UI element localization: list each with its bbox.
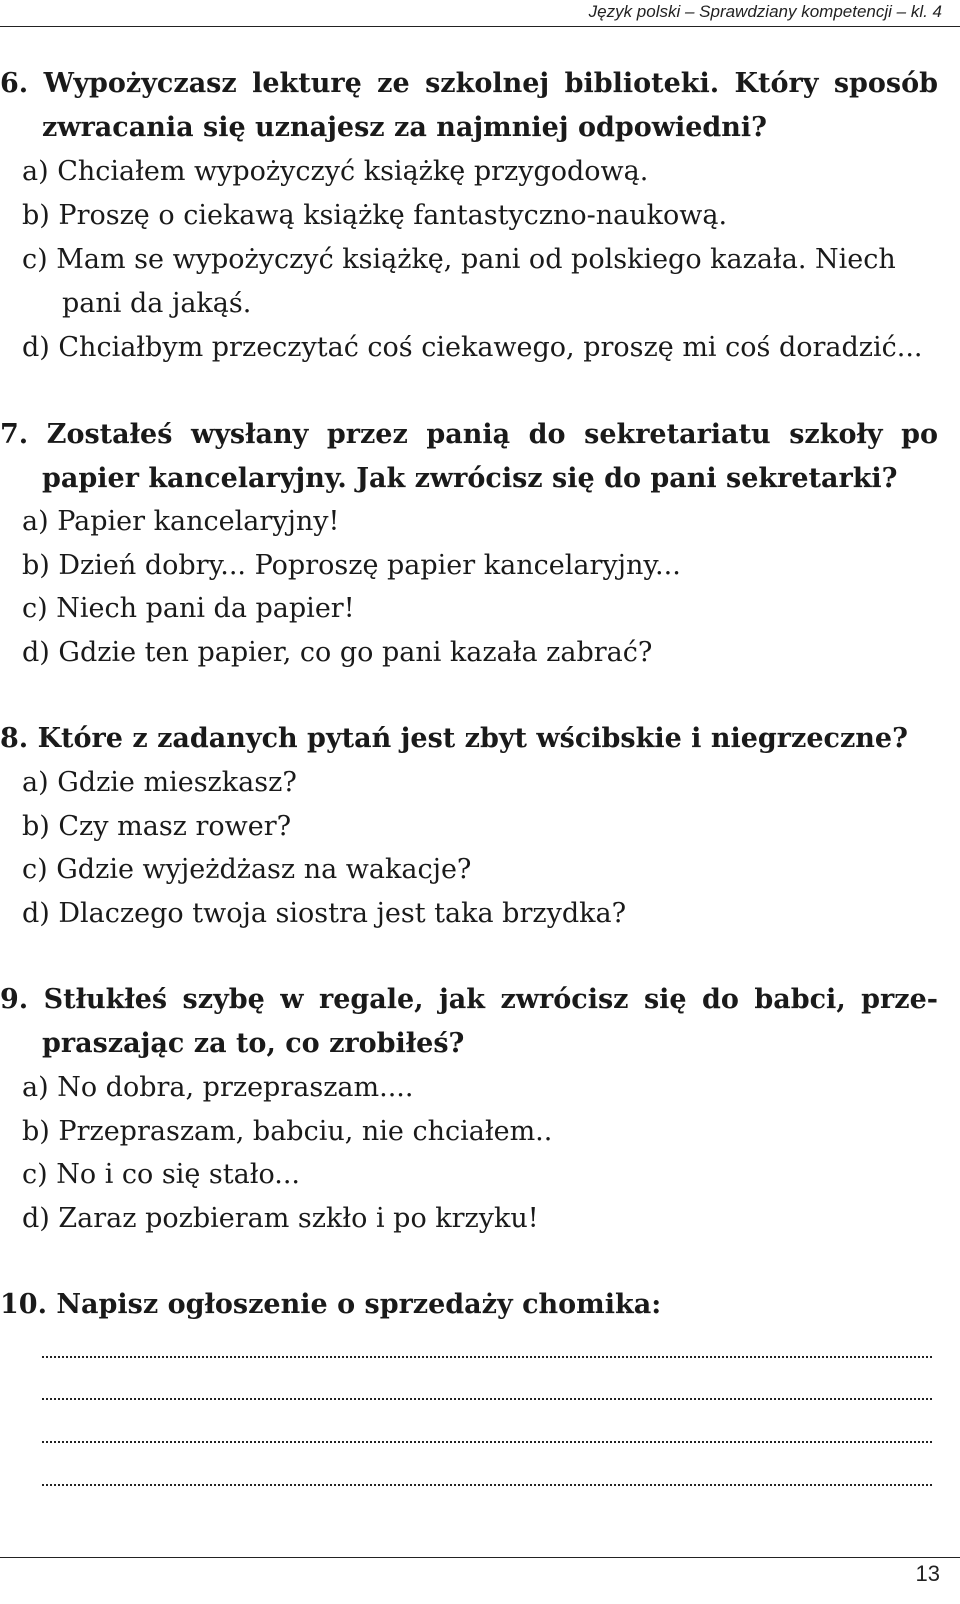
answer-option: a) Papier kancelaryjny!	[22, 506, 340, 537]
question-text: papier kancelaryjny. Jak zwrócisz się do pani sekretarki?	[42, 463, 898, 494]
answer-option: c) Gdzie wyjeżdżasz na wakacje?	[22, 854, 472, 885]
answer-option: a) Chciałem wypożyczyć książkę przygodową.	[22, 156, 649, 187]
answer-option: c) Niech pani da papier!	[22, 593, 355, 624]
answer-option: b) Przepraszam, babciu, nie chciałem..	[22, 1116, 553, 1147]
page-number: 13	[915, 1561, 940, 1586]
answer-option-continuation: pani da jakąś.	[62, 288, 252, 319]
question-text: 9. Stłukłeś szybę w regale, jak zwrócisz się do babci, prze-	[0, 984, 938, 1015]
answer-option: a) No dobra, przepraszam....	[22, 1072, 414, 1103]
answer-option: b) Czy masz rower?	[22, 811, 292, 842]
question-text: 6. Wypożyczasz lekturę ze szkolnej biblioteki. Który sposób	[0, 68, 938, 99]
question-text: 8. Które z zadanych pytań jest zbyt wścibskie i niegrzeczne?	[0, 723, 908, 754]
question-text: 7. Zostałeś wysłany przez panią do sekretariatu szkoły po	[0, 419, 938, 450]
answer-writing-line[interactable]	[42, 1356, 932, 1358]
answer-option: b) Dzień dobry... Poproszę papier kancelaryjny...	[22, 550, 681, 581]
question-text: zwracania się uznajesz za najmniej odpowiedni?	[42, 112, 767, 143]
answer-option: a) Gdzie mieszkasz?	[22, 767, 297, 798]
answer-option: b) Proszę o ciekawą książkę fantastyczno-naukową.	[22, 200, 728, 231]
answer-option: d) Dlaczego twoja siostra jest taka brzydka?	[22, 898, 627, 929]
answer-writing-line[interactable]	[42, 1441, 932, 1443]
header-title: Język polski – Sprawdziany kompetencji – kl. 4	[588, 2, 942, 21]
question-text: 10. Napisz ogłoszenie o sprzedaży chomika:	[0, 1289, 662, 1320]
header-divider	[0, 26, 960, 27]
answer-option: d) Zaraz pozbieram szkło i po krzyku!	[22, 1203, 539, 1234]
answer-writing-line[interactable]	[42, 1484, 932, 1486]
question-text: praszając za to, co zrobiłeś?	[42, 1028, 465, 1059]
answer-option: d) Chciałbym przeczytać coś ciekawego, proszę mi coś doradzić...	[22, 332, 923, 363]
footer-divider	[0, 1557, 960, 1558]
answer-writing-line[interactable]	[42, 1398, 932, 1400]
answer-option: c) Mam se wypożyczyć książkę, pani od polskiego kazała. Niech	[22, 244, 896, 275]
answer-option: d) Gdzie ten papier, co go pani kazała zabrać?	[22, 637, 653, 668]
answer-option: c) No i co się stało...	[22, 1159, 301, 1190]
